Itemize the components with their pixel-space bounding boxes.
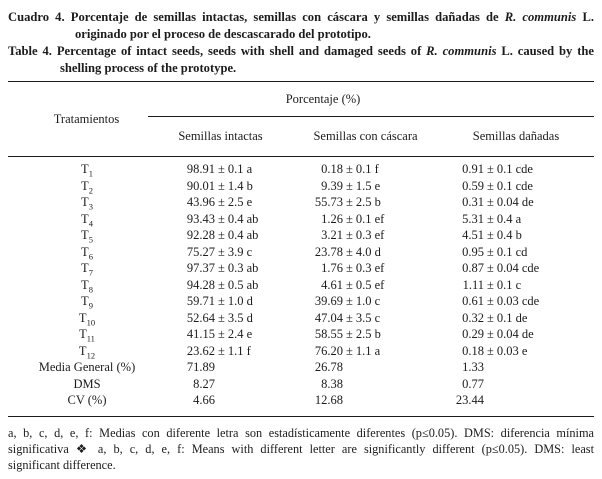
caption-spanish-line1 — [8, 9, 594, 26]
value-cell: 55.73 ± 2.5 b — [314, 195, 381, 209]
caption-label: Table 4. — [8, 44, 52, 58]
summary-label: DMS — [73, 376, 101, 391]
value-cell: 52.64 ± 3.5 d — [186, 310, 253, 325]
value-cell: 23.78 ± 4.0 d — [314, 244, 381, 259]
value-cell: 4.61 ± 0.5 ef — [321, 277, 385, 292]
caption-english-line2: shelling process of the prototype. — [60, 61, 237, 75]
value-cell: 12.68 — [293, 392, 438, 416]
value-cell: 41.15 ± 2.4 e — [186, 327, 253, 341]
caption-spanish-line2: originado por el proceso de descascarado del prototipo. — [75, 27, 371, 41]
value-cell: 0.95 ± 0.1 cd — [462, 244, 528, 259]
value-cell: 4.51 ± 0.4 b — [462, 228, 522, 242]
value-cell: 4.66 — [148, 392, 293, 416]
treatment-row — [8, 326, 594, 343]
caption-spanish — [8, 9, 594, 43]
column-header: Semillas con cáscara — [293, 117, 438, 157]
group-header-row — [8, 82, 594, 117]
value-cell: 90.01 ± 1.4 b — [186, 178, 253, 193]
summary-label: Media General (%) — [38, 360, 136, 374]
value-cell: 0.87 ± 0.04 cde — [462, 261, 540, 275]
caption-english — [8, 43, 594, 77]
value-cell: 0.61 ± 0.03 cde — [462, 294, 540, 308]
footnote-line: significant difference. — [8, 457, 116, 472]
value-cell: 1.26 ± 0.1 ef — [321, 211, 385, 226]
value-cell: 43.96 ± 2.5 e — [186, 195, 253, 209]
column-header-group — [148, 82, 594, 117]
treatment-row — [8, 293, 594, 310]
treatment-label: $T_3$ — [81, 195, 93, 212]
value-cell: 0.32 ± 0.1 de — [462, 310, 528, 325]
treatment-row — [8, 244, 594, 261]
treatment-row — [8, 211, 594, 228]
value-cell: 0.29 ± 0.04 de — [462, 327, 534, 341]
treatment-label: $T_5$ — [81, 228, 93, 245]
value-cell: 3.21 ± 0.3 ef — [321, 228, 385, 242]
summary-row — [8, 359, 594, 376]
value-cell: 47.04 ± 3.5 c — [314, 310, 381, 325]
value-cell: 26.78 — [314, 360, 343, 374]
treatment-label: $T_2$ — [81, 178, 93, 195]
value-cell: 8.38 — [321, 376, 343, 391]
species-name: R. communis — [426, 44, 497, 58]
value-cell: 59.71 ± 1.0 d — [186, 294, 253, 308]
value-cell: 0.91 ± 0.1 cde — [462, 162, 533, 176]
treatment-label: $T_{11}$ — [79, 327, 95, 344]
treatment-label: $T_{10}$ — [78, 310, 96, 327]
value-cell: 58.55 ± 2.5 b — [314, 327, 381, 341]
value-cell: 5.31 ± 0.4 a — [462, 211, 522, 226]
footnote-line: a, b, c, d, e, f: Medias con diferente letra son estadísticamente diferentes (p≤0.05). DMS: diferencia mínima — [8, 425, 594, 440]
footnote-line: significativa ❖ a, b, c, d, e, f: Means with different letter are significantly different (p≤0.05). DMS: least — [8, 441, 594, 456]
value-cell: 1.11 ± 0.1 c — [462, 277, 522, 292]
value-cell: 75.27 ± 3.9 c — [186, 244, 253, 259]
treatment-label: $T_7$ — [81, 261, 93, 278]
treatment-label: $T_6$ — [81, 244, 93, 261]
treatment-row — [8, 227, 594, 244]
value-cell: 0.59 ± 0.1 cde — [462, 178, 533, 193]
value-cell: 76.20 ± 1.1 a — [314, 343, 381, 358]
treatment-label: $T_9$ — [81, 294, 93, 311]
value-cell: 23.62 ± 1.1 f — [186, 343, 251, 358]
caption-english-line1 — [8, 43, 594, 60]
treatment-row — [8, 194, 594, 211]
treatment-label: $T_1$ — [81, 162, 93, 179]
table-body — [8, 157, 594, 417]
value-cell: 0.18 ± 0.03 e — [462, 343, 528, 358]
caption-text: Porcentaje de semillas intactas, semillas con cáscara y semillas dañadas de — [70, 10, 499, 24]
value-cell: 23.44 — [438, 392, 594, 416]
summary-row — [8, 392, 594, 416]
value-cell: 71.89 — [186, 360, 215, 374]
species-name: R. communis — [504, 10, 577, 24]
treatment-label: $T_{12}$ — [78, 343, 96, 360]
column-header-treatments: Tratamientos — [8, 82, 148, 157]
treatment-row — [8, 260, 594, 277]
column-header: Semillas intactas — [148, 117, 293, 157]
caption-label: Cuadro 4. — [8, 10, 65, 24]
table-footnote — [8, 425, 594, 473]
value-cell: 93.43 ± 0.4 ab — [186, 211, 259, 226]
value-cell: 0.18 ± 0.1 f — [321, 162, 379, 176]
caption-text: L. caused by the — [501, 44, 595, 58]
treatment-label: $T_8$ — [81, 277, 93, 294]
treatment-row — [8, 178, 594, 195]
value-cell: 9.39 ± 1.5 e — [321, 178, 381, 193]
value-cell: 8.27 — [193, 376, 215, 391]
value-cell: 0.31 ± 0.04 de — [462, 195, 534, 209]
caption-text: L. — [582, 10, 594, 24]
treatment-row — [8, 310, 594, 327]
treatment-row — [8, 343, 594, 360]
value-cell: 1.76 ± 0.3 ef — [321, 261, 385, 275]
treatment-row — [8, 157, 594, 178]
value-cell: 92.28 ± 0.4 ab — [186, 228, 259, 242]
treatment-row — [8, 277, 594, 294]
group-header-label: Porcentaje (%) — [285, 91, 361, 106]
summary-row — [8, 376, 594, 393]
column-header: Semillas dañadas — [438, 117, 594, 157]
value-cell: 94.28 ± 0.5 ab — [186, 277, 259, 292]
results-table — [8, 81, 594, 417]
value-cell: 0.77 — [462, 376, 484, 391]
value-cell: 98.91 ± 0.1 a — [186, 162, 253, 176]
treatment-label: $T_4$ — [81, 211, 93, 228]
summary-label: CV (%) — [8, 392, 148, 416]
value-cell: 97.37 ± 0.3 ab — [186, 261, 259, 275]
value-cell: 1.33 — [462, 360, 484, 374]
value-cell: 39.69 ± 1.0 c — [314, 294, 381, 308]
caption-text: Percentage of intact seeds, seeds with shell and damaged seeds of — [56, 44, 422, 58]
